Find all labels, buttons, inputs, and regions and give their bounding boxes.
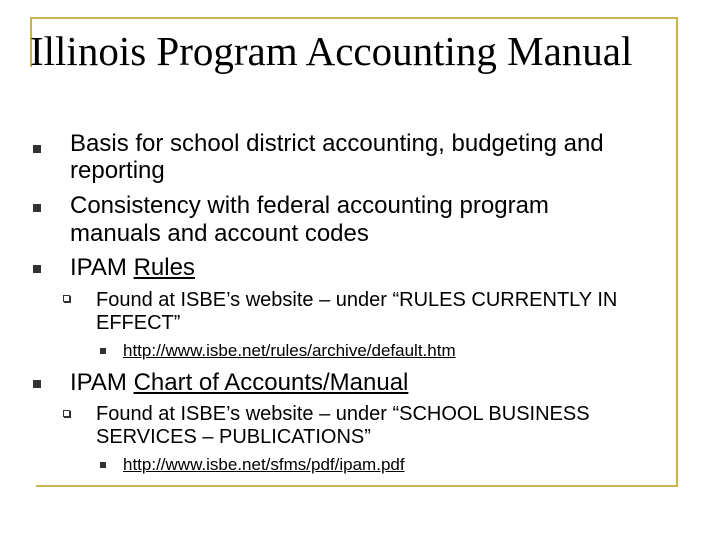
bullet-text-consistency-line2: manuals and account codes (70, 220, 369, 247)
ipam-prefix: IPAM (70, 369, 134, 396)
bullet-square-icon (33, 265, 41, 273)
sub-sub-bullet-square-icon (100, 348, 106, 354)
sub-bullet-chart-line1: Found at ISBE’s website – under “SCHOOL BUSINESS (96, 403, 590, 425)
rules-url-link[interactable]: http://www.isbe.net/rules/archive/default.htm (123, 341, 456, 360)
bullet-text-consistency-line1: Consistency with federal accounting program (70, 192, 549, 219)
slide-title: Illinois Program Accounting Manual (30, 28, 633, 74)
rules-link[interactable]: Rules (133, 254, 195, 281)
bullet-text-ipam-chart (70, 369, 408, 396)
frame-top-rule (30, 17, 678, 19)
sub-bullet-hollow-square-icon (63, 410, 70, 417)
frame-bottom-rule (36, 485, 678, 487)
ipam-prefix: IPAM (70, 254, 134, 281)
sub-bullet-hollow-square-icon (63, 295, 70, 302)
bullet-square-icon (33, 145, 41, 153)
frame-right-rule (676, 17, 678, 487)
ipam-pdf-url-link[interactable]: http://www.isbe.net/sfms/pdf/ipam.pdf (123, 455, 405, 474)
bullet-text-basis-line1: Basis for school district accounting, budgeting and (70, 130, 604, 157)
sub-bullet-rules-line1: Found at ISBE’s website – under “RULES CURRENTLY IN (96, 289, 618, 311)
sub-bullet-rules-line2: EFFECT” (96, 312, 181, 334)
sub-sub-bullet-square-icon (100, 462, 106, 468)
bullet-text-basis-line2: reporting (70, 157, 165, 184)
sub-bullet-chart-line2: SERVICES – PUBLICATIONS” (96, 426, 371, 448)
bullet-square-icon (33, 380, 41, 388)
bullet-text-ipam-rules (70, 254, 195, 281)
bullet-square-icon (33, 204, 41, 212)
chart-of-accounts-link[interactable]: Chart of Accounts/Manual (133, 369, 409, 396)
